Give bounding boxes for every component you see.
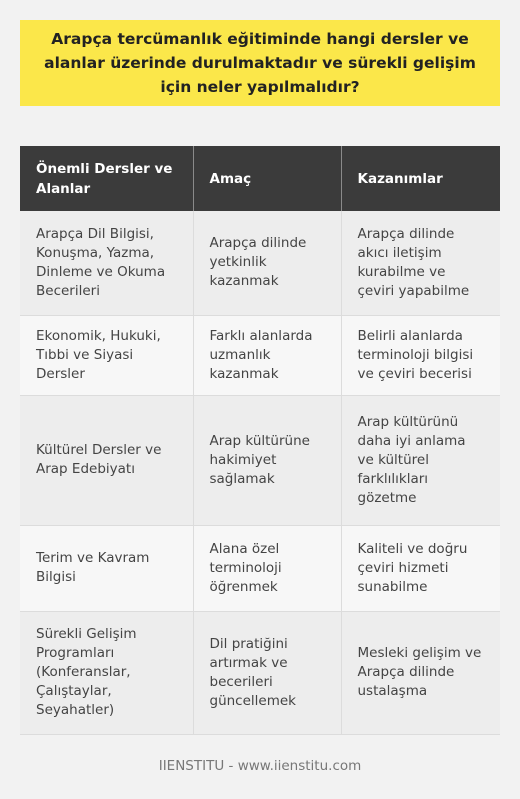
table-cell: Arapça dilinde akıcı iletişim kurabilme ve çeviri yapabilme xyxy=(341,211,500,315)
table-row xyxy=(20,395,500,525)
table-cell: Mesleki gelişim ve Arapça dilinde ustalaşma xyxy=(341,611,500,734)
table-row xyxy=(20,211,500,315)
table-cell: Alana özel terminoloji öğrenmek xyxy=(193,525,341,611)
table-cell: Belirli alanlarda terminoloji bilgisi ve çeviri becerisi xyxy=(341,315,500,395)
table-cell: Arapça Dil Bilgisi, Konuşma, Yazma, Dinleme ve Okuma Becerileri xyxy=(20,211,193,315)
table-cell: Kültürel Dersler ve Arap Edebiyatı xyxy=(20,395,193,525)
footer-credit: IIENSTITU - www.iienstitu.com xyxy=(158,758,362,774)
table-cell: Sürekli Gelişim Programları (Konferanslar, Çalıştaylar, Seyahatler) xyxy=(20,611,193,734)
table-row xyxy=(20,315,500,395)
table-cell: Arap kültürüne hakimiyet sağlamak xyxy=(193,395,341,525)
title-banner xyxy=(20,20,500,106)
column-header-outcomes: Kazanımlar xyxy=(341,146,500,211)
table-header-row xyxy=(20,146,500,211)
table-row xyxy=(20,611,500,734)
column-header-purpose: Amaç xyxy=(193,146,341,211)
table-cell: Dil pratiğini artırmak ve becerileri güncellemek xyxy=(193,611,341,734)
courses-table xyxy=(20,146,500,735)
table-cell: Terim ve Kavram Bilgisi xyxy=(20,525,193,611)
table-cell: Kaliteli ve doğru çeviri hizmeti sunabilme xyxy=(341,525,500,611)
table-cell: Farklı alanlarda uzmanlık kazanmak xyxy=(193,315,341,395)
page-title: Arapça tercümanlık eğitiminde hangi dersler ve alanlar üzerinde durulmaktadır ve sürekli gelişim için neler yapılmalıdır? xyxy=(44,30,476,96)
column-header-courses: Önemli Dersler ve Alanlar xyxy=(20,146,193,211)
table-row xyxy=(20,525,500,611)
table-cell: Arapça dilinde yetkinlik kazanmak xyxy=(193,211,341,315)
table-cell: Ekonomik, Hukuki, Tıbbi ve Siyasi Dersler xyxy=(20,315,193,395)
table-cell: Arap kültürünü daha iyi anlama ve kültürel farklılıkları gözetme xyxy=(341,395,500,525)
